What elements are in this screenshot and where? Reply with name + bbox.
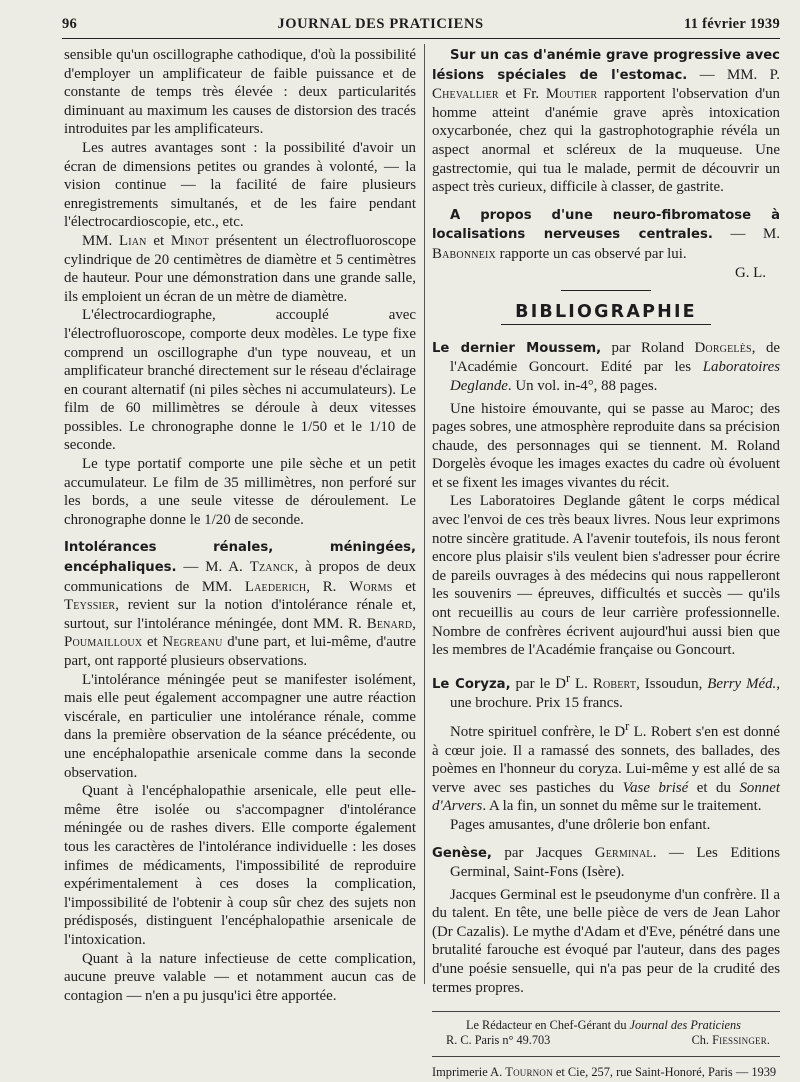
- section-divider: [561, 290, 651, 291]
- printer-line: Imprimerie A. Tournon et Cie, 257, rue Saint-Honoré, Paris — 1939: [432, 1056, 780, 1082]
- bibliography-underline: [501, 324, 711, 325]
- section-title: Intolérances rénales, méningées, encéphaliques.: [64, 540, 416, 576]
- author-name: Teyssier: [64, 597, 116, 614]
- signature: G. L.: [734, 264, 766, 281]
- journal-title: JOURNAL DES PRATICIENS: [277, 15, 484, 32]
- paragraph: Jacques Germinal est le pseudonyme d'un confrère. Il a du talent. En tête, une belle pièce de vers de Jean Lahor (Dr Cazalis). Le mythe d'Adam et d'Eve, pénétré dans une brutalité farouche est évoqué par l'auteur, dans des pages d'une poésie sensuelle, qui n'a pas peur de la crudité des termes propres.: [432, 886, 780, 996]
- bibliography-heading: BIBLIOGRAPHIE: [515, 302, 697, 323]
- paragraph: Pages amusantes, d'une drôlerie bon enfant.: [450, 816, 711, 833]
- paragraph: L'intolérance méningée peut se manifester isolément, mais elle peut également accompagner une autre réaction viscérale, en particulier une intolérance rénale, comme dans la première observation de la séance précédente, ou une encéphalopathie arsenicale comme dans la seconde observation.: [64, 671, 416, 781]
- section-neurofibromatose: A propos d'une neuro-fibromatose à localisations nerveuses centrales. — M. Babonneix rapporte un cas observé par lui.: [432, 207, 780, 262]
- author-name: Moutier: [545, 86, 598, 103]
- paragraph: Les Laboratoires Deglande gâtent le corps médical avec l'envoi de ces très beaux livres. Nous leur exprimons notre sincère gratitude. A l'avenir toutefois, ils nous feront encore plus plaisir s'ils veulent bien s'adresser pour écrire de pareils ouvrages à des médecins qui nous rappelleront les souvenirs — épreuves, difficultés et succès — qu'ils ont recueillis au cours de leur carrière professionnelle. Nombre de confrères écrivent aujourd'hui aussi bien que les membres de l'Académie française ou Goncourt.: [432, 493, 780, 659]
- left-column: [64, 46, 416, 1005]
- header-divider: [62, 38, 780, 39]
- book-entry-coryza: Le Coryza, par le $D^r$ L. Robert, Issoudun, Berry Méd., une brochure. Prix 15 francs.: [432, 670, 781, 712]
- author-name: Dorgelès: [694, 339, 752, 356]
- book-title: Genèse,: [432, 845, 492, 861]
- author-name: Tzanck: [249, 559, 295, 576]
- author-name: Germinal: [594, 844, 653, 861]
- publisher: Laboratoires Deglande: [450, 359, 780, 394]
- section-title: Sur un cas d'anémie grave progressive avec lésions spéciales de l'estomac.: [432, 48, 780, 83]
- paragraph: Une histoire émouvante, qui se passe au Maroc; des pages sobres, une atmosphère reproduite dans sa précision chaude, des personnages qui se tiennent. M. Roland Dorgelès évoque les images exactes du cadre où évoluent et se fixent les images vivantes du récit.: [432, 400, 780, 491]
- section-anemie: Sur un cas d'anémie grave progressive avec lésions spéciales de l'estomac. — MM. P. Chevallier et Fr. Moutier rapportent l'observation d'un homme atteint d'anémie grave après intoxication oxycarbonée, chez qui la gastrophotographie révéla un aspect anormal et scléreux de la muqueuse. Une gastrectomie, qui tua le malade, permit de découvrir un aspect très curieux, difficile à classer, de gastrite.: [432, 48, 781, 196]
- page-header: [62, 12, 780, 36]
- rc-number: R. C. Paris n° 49.703: [446, 1033, 551, 1048]
- paragraph: Les autres avantages sont : la possibilité d'avoir un écran de dimensions petites ou grandes à volonté, — la vision continue — la facilité de faire plusieurs enregistrements simultanés, et de les faire pendant l'électrocardioscopie, etc., etc.: [64, 139, 416, 231]
- author-name: Minot: [170, 232, 209, 249]
- paragraph: Quant à l'encéphalopathie arsenicale, elle peut elle-même être isolée ou s'accompagner d'intolérance méningée ou de rashes divers. Elle comporte également tous les caractères de l'intolérance individuelle : les doses infimes de médicaments, l'impossibilité de reproduire expérimentalement à ces doses la complication, l'impossibilité de l'obtenir à coup sûr chez des sujets non prédisposés, distinguent l'encéphalopathie arsenicale de l'intoxication.: [64, 783, 416, 948]
- paragraph: MM. Lian et Minot présentent un électrofluoroscope cylindrique de 20 centimètres de diamètre et 5 centimètres de hauteur. Pour une démonstration dans une grande salle, ils emploient un écran de un mètre de diamètre.: [64, 232, 416, 305]
- book-title: Le Coryza,: [432, 676, 511, 692]
- section-title: A propos d'une neuro-fibromatose à localisations nerveuses centrales.: [432, 207, 780, 243]
- author-name: Lian: [118, 232, 147, 249]
- right-column: [432, 46, 780, 1082]
- paragraph: L'électrocardiographe, accouplé avec l'électrofluoroscope, comporte deux modèles. Le type fixe comprend un oscillographe d'un type nouveau, et un amplificateur branché directement sur le réseau d'éclairage en courant alternatif (ni piles sèches ni accumulateurs). Le film de 60 millimètres se déroule à deux vitesses possibles. Le chronographe donne le 1/50 et le 1/10 de seconde.: [64, 307, 416, 454]
- author-name: Benard: [366, 615, 413, 632]
- editor-name: Ch. Fiessinger.: [691, 1033, 770, 1048]
- section-intolerances: Intolérances rénales, méningées, encéphaliques. — M. A. Tzanck, à propos de deux communications de MM. Laederich, R. Worms et Teyssier, revient sur la notion d'intolérance rénale et, surtout, sur l'intolérance méningée, dont MM. R. Benard, Poumailloux et Negreanu d'une part, et lui-même, d'autre part, ont rapporté plusieurs observations.: [64, 540, 416, 669]
- book-entry-moussem: Le dernier Moussem, par Roland Dorgelès, de l'Académie Goncourt. Edité par les Laboratoires Deglande. Un vol. in-4°, 88 pages.: [432, 339, 780, 394]
- column-divider: [424, 44, 425, 984]
- paragraph: Le type portatif comporte une pile sèche et un petit accumulateur. Le film de 35 millimètres, non perforé sur les bords, a une seule vitesse de déroulement. Le chronographe donne le 1/20 de seconde.: [64, 456, 416, 528]
- editor-footer: [432, 1018, 780, 1048]
- paragraph: Quant à la nature infectieuse de cette complication, aucune preuve valable — et notamment aucun cas de contagion — n'en a pu jusqu'ici être apportée.: [64, 950, 416, 1004]
- author-name: Laederich: [244, 578, 307, 595]
- author-name: Robert: [592, 675, 637, 692]
- issue-date: 11 février 1939: [683, 15, 780, 32]
- author-name: Negreanu: [162, 634, 223, 651]
- book-title: Le dernier Moussem,: [432, 340, 602, 356]
- author-name: Worms: [349, 578, 393, 595]
- paragraph: Notre spirituel confrère, le $D^r$ L. Robert s'en est donné à cœur joie. Il a ramassé des sonnets, des ballades, des poèmes en l'honneur du coryza. Lui-même y est allé de sa verve avec ses pastiches du Vase brisé et du Sonnet d'Arvers. A la fin, un sonnet du même sur le traitement.: [432, 718, 780, 815]
- book-entry-genese: Genèse, par Jacques Germinal. — Les Editions Germinal, Saint-Fons (Isère).: [432, 844, 780, 881]
- editor-line: Le Rédacteur en Chef-Gérant du Journal des Praticiens: [466, 1018, 741, 1033]
- author-name: Poumailloux: [64, 634, 143, 651]
- publisher: Berry Méd.: [707, 675, 777, 692]
- paragraph: sensible qu'un oscillographe cathodique, d'où la possibilité d'employer un amplificateur de faible puissance et de constante de temps très élevée : deux particularités diminuant au maximum les causes de distorsion des tracés introduites par les amplificateurs.: [64, 47, 416, 138]
- page-number: 96: [62, 15, 78, 32]
- footer-divider: [432, 1011, 780, 1012]
- author-name: Babonneix: [432, 245, 496, 262]
- author-name: Chevallier: [432, 86, 499, 103]
